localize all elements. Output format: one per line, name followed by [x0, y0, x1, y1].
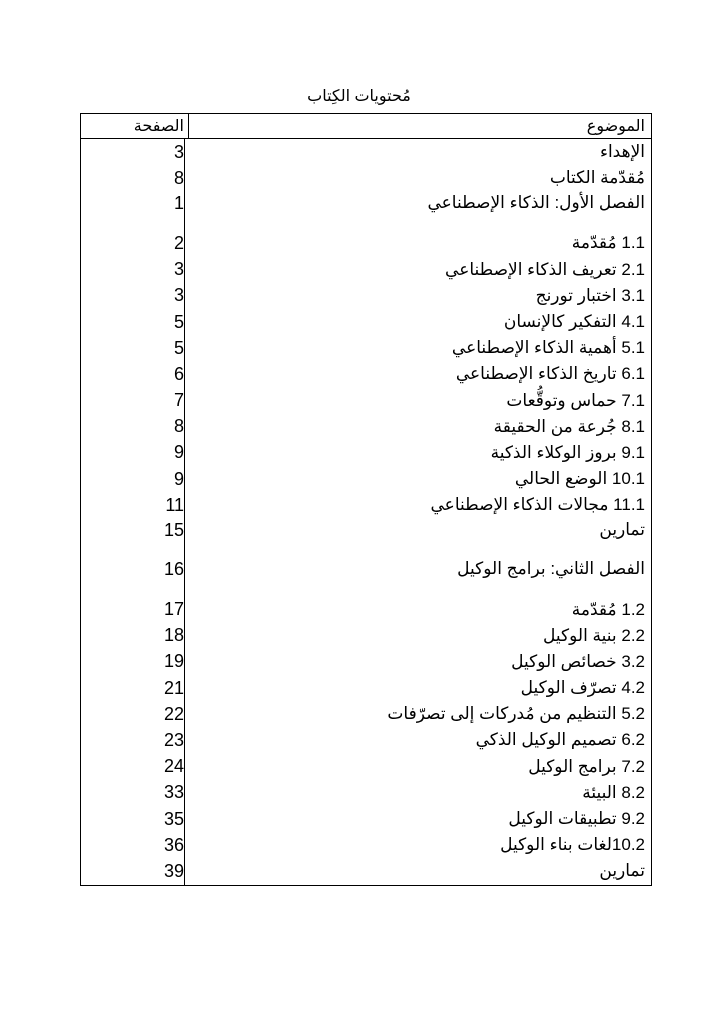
- page-number: 39: [163, 860, 184, 881]
- table-row: [81, 139, 651, 165]
- row-topic: 4.2 تصرّف الوكيل: [184, 675, 651, 701]
- row-page: [81, 517, 184, 559]
- row-page: [81, 596, 184, 622]
- page-number: 18: [163, 625, 184, 646]
- row-page: [81, 492, 184, 518]
- page-title-text: مُحتويات الكِتاب: [307, 88, 411, 105]
- table-row: [81, 335, 651, 361]
- page-number: 35: [163, 808, 184, 829]
- row-topic: 10.1 الوضع الحالي: [184, 466, 651, 492]
- row-topic: تمارين: [184, 858, 651, 884]
- page-number: 17: [163, 599, 184, 620]
- table-row: [81, 858, 651, 884]
- table-row: [81, 623, 651, 649]
- row-topic: 7.1 حماس وتوقُّعات: [184, 388, 651, 414]
- table-row: [81, 388, 651, 414]
- row-page: [81, 466, 184, 492]
- page-number: 3: [173, 141, 184, 162]
- row-page: [81, 283, 184, 309]
- page-number: 3: [173, 285, 184, 306]
- page-number: 9: [173, 442, 184, 463]
- table-row: [81, 806, 651, 832]
- row-page: [81, 780, 184, 806]
- page-number: 24: [163, 756, 184, 777]
- page-number: 3: [173, 259, 184, 280]
- table-row: [81, 230, 651, 256]
- row-topic: 10.2لغات بناء الوكيل: [184, 832, 651, 858]
- row-page: [81, 190, 184, 232]
- table-row: [81, 649, 651, 675]
- header-topic: الموضوع: [188, 114, 651, 138]
- row-topic: 5.1 أهمية الذكاء الإصطناعي: [184, 335, 651, 361]
- row-page: [81, 754, 184, 780]
- page-number: 15: [163, 519, 184, 540]
- table-row: [81, 754, 651, 780]
- page-number: 6: [173, 363, 184, 384]
- row-topic: 4.1 التفكير كالإنسان: [184, 309, 651, 335]
- page-number: 7: [173, 390, 184, 411]
- row-topic: [184, 556, 651, 598]
- table-row: [81, 832, 651, 858]
- row-page: [81, 675, 184, 701]
- page-number: 36: [163, 834, 184, 855]
- row-page: [81, 623, 184, 649]
- row-topic-text: تمارين: [599, 519, 645, 539]
- row-page: [81, 139, 184, 165]
- page-title: [0, 86, 728, 108]
- row-page: [81, 806, 184, 832]
- row-page: [81, 649, 184, 675]
- page-number: 19: [163, 651, 184, 672]
- row-topic: 1.2 مُقدّمة: [184, 596, 651, 622]
- page-number: 8: [173, 416, 184, 437]
- table-row: [81, 283, 651, 309]
- table-row: [81, 727, 651, 753]
- row-page: [81, 361, 184, 387]
- row-page: [81, 335, 184, 361]
- table-row: [81, 780, 651, 806]
- table-row: [81, 440, 651, 466]
- row-topic-text: الفصل الأول: الذكاء الإصطناعي: [427, 192, 645, 212]
- row-topic: 2.2 بنية الوكيل: [184, 623, 651, 649]
- row-topic: 3.2 خصائص الوكيل: [184, 649, 651, 675]
- table-row: [81, 309, 651, 335]
- row-topic: 6.1 تاريخ الذكاء الإصطناعي: [184, 361, 651, 387]
- page-number: 8: [173, 167, 184, 188]
- page-number: 23: [163, 729, 184, 750]
- table-header-row: [81, 114, 651, 139]
- table-row: [81, 414, 651, 440]
- table-row: [81, 701, 651, 727]
- row-page: [81, 230, 184, 256]
- row-page: [81, 414, 184, 440]
- table-row: [81, 361, 651, 387]
- row-topic: الإهداء: [184, 139, 651, 165]
- table-of-contents: [80, 113, 652, 886]
- page-number: 2: [173, 232, 184, 253]
- table-row: [81, 466, 651, 492]
- row-page: [81, 388, 184, 414]
- page-number: 16: [163, 558, 184, 579]
- row-topic: 3.1 اختبار تورنج: [184, 283, 651, 309]
- table-row: [81, 518, 651, 557]
- row-topic: مُقدّمة الكتاب: [184, 165, 651, 191]
- page-number: 21: [163, 677, 184, 698]
- row-page: [81, 701, 184, 727]
- row-topic: 9.1 بروز الوكلاء الذكية: [184, 440, 651, 466]
- table-row: [81, 492, 651, 518]
- row-topic: [184, 190, 651, 232]
- row-page: [81, 440, 184, 466]
- row-topic: [184, 517, 651, 559]
- page-number: 9: [173, 468, 184, 489]
- table-row: [81, 596, 651, 622]
- table-row: [81, 257, 651, 283]
- page-number: 5: [173, 337, 184, 358]
- row-page: [81, 309, 184, 335]
- table-row: [81, 165, 651, 191]
- table-row: [81, 191, 651, 230]
- row-topic-text: الفصل الثاني: برامج الوكيل: [457, 558, 645, 578]
- table-row: [81, 557, 651, 596]
- page-number: 11: [165, 494, 184, 515]
- row-topic: 11.1 مجالات الذكاء الإصطناعي: [184, 492, 651, 518]
- row-topic: 6.2 تصميم الوكيل الذكي: [184, 727, 651, 753]
- row-topic: 2.1 تعريف الذكاء الإصطناعي: [184, 257, 651, 283]
- row-topic: 5.2 التنظيم من مُدركات إلى تصرّفات: [184, 701, 651, 727]
- row-topic: 8.2 البيئة: [184, 780, 651, 806]
- row-topic: 8.1 جُرعة من الحقيقة: [184, 414, 651, 440]
- row-page: [81, 858, 184, 884]
- row-page: [81, 257, 184, 283]
- header-page: الصفحة: [133, 118, 184, 135]
- row-page: [81, 727, 184, 753]
- row-topic: 7.2 برامج الوكيل: [184, 754, 651, 780]
- row-page: [81, 832, 184, 858]
- table-row: [81, 675, 651, 701]
- row-topic: 1.1 مُقدّمة: [184, 230, 651, 256]
- page-number: 5: [173, 311, 184, 332]
- page-number: 1: [173, 192, 184, 213]
- page-number: 33: [163, 782, 184, 803]
- row-topic: 9.2 تطبيقات الوكيل: [184, 806, 651, 832]
- page-number: 22: [163, 703, 184, 724]
- row-page: [81, 165, 184, 191]
- row-page: [81, 556, 184, 598]
